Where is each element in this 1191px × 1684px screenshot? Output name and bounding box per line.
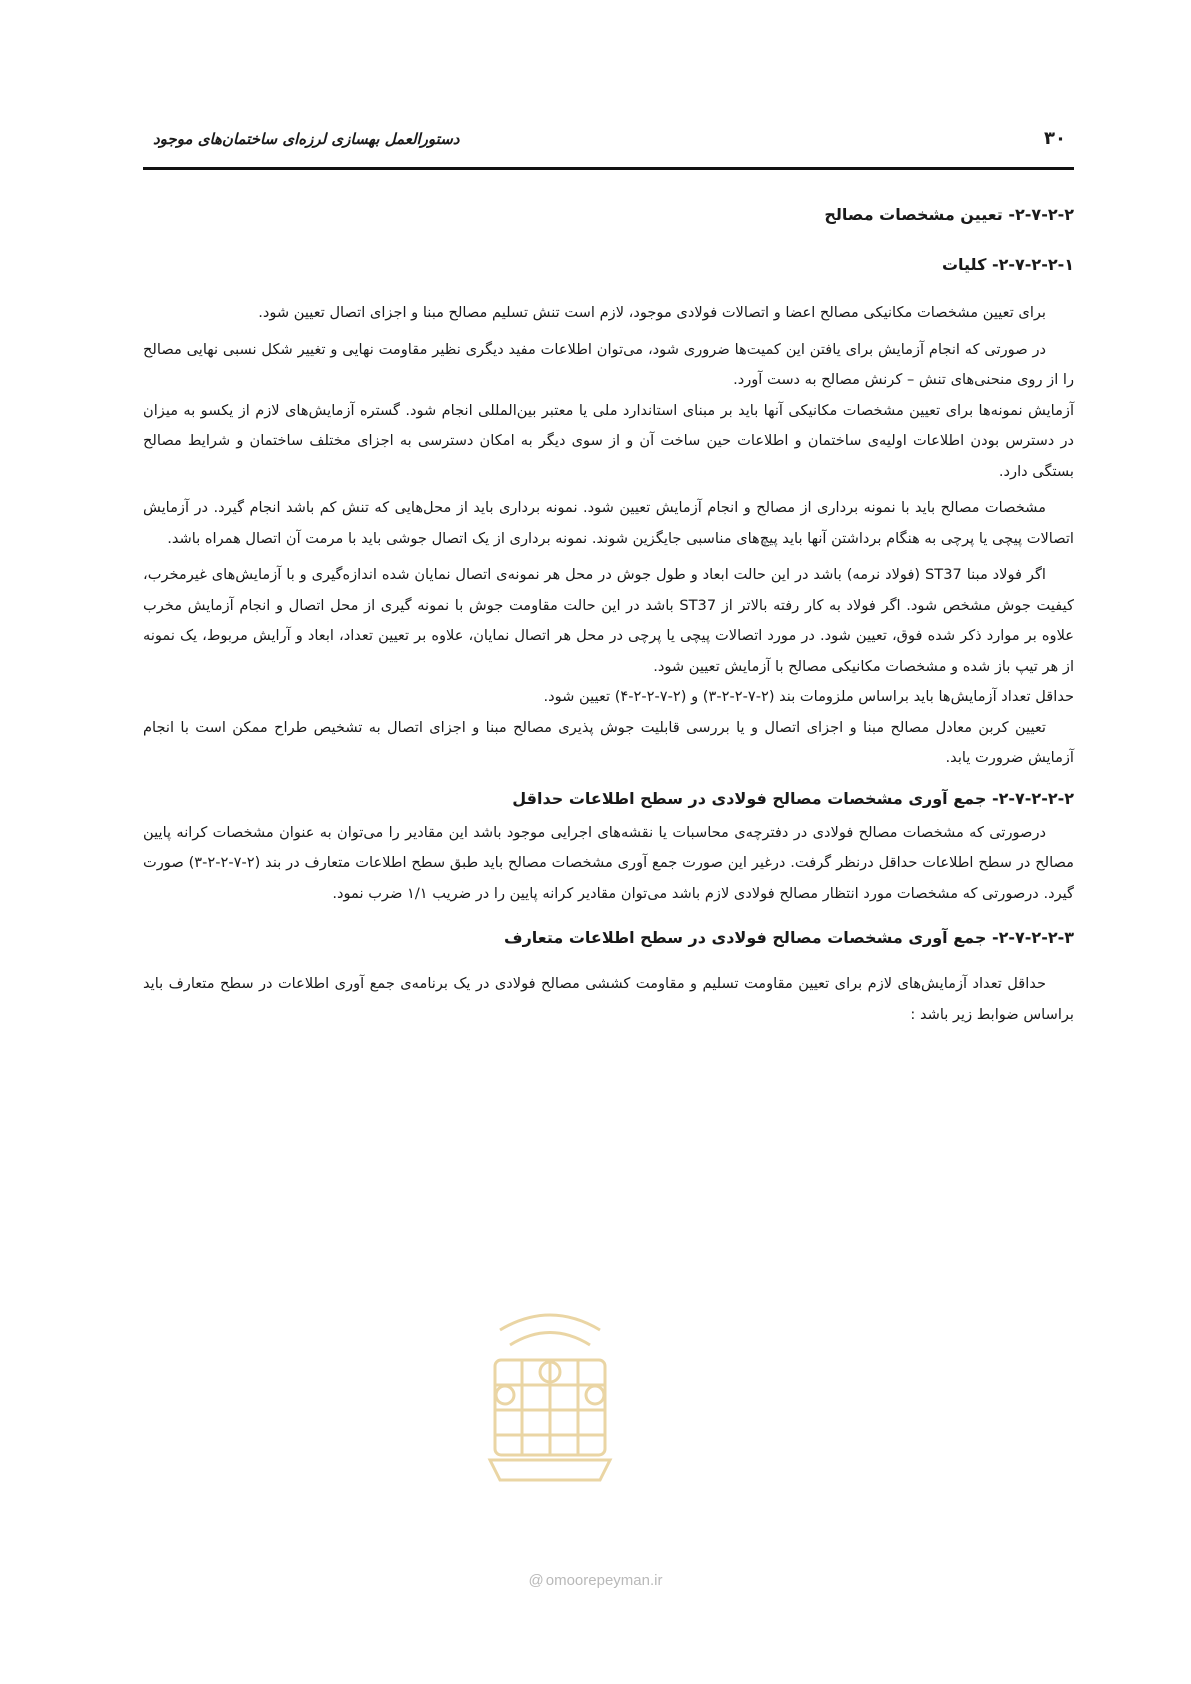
paragraph-6: حداقل تعداد آزمایش‌ها باید براساس ملزومات بند (۲-۷-۲-۲-۳) و (۲-۷-۲-۲-۴) تعیین شود. bbox=[543, 688, 1074, 705]
paragraph-1: برای تعیین مشخصات مکانیکی مصالح اعضا و اتصالات فولادی موجود، لازم است تنش تسلیم مصالح مبنا و اجزای اتصال تعیین شود. bbox=[258, 304, 1046, 321]
subsection-heading-usual: ۲-۷-۲-۲-۳- جمع آوری مشخصات مصالح فولادی در سطح اطلاعات متعارف bbox=[503, 928, 1074, 947]
paragraph-3: آزمایش نمونه‌ها برای تعیین مشخصات مکانیکی آنها باید بر مبنای استاندارد ملی یا معتبر بین‌المللی انجام شود. گستره آزمایش‌های لازم از یکسو به میزان در دسترس بودن اطلاعات اولیه‌ی ساختمان و اطلاعات حین ساخت آن و از سوی دیگر به امکان دسترسی به اجزای مختلف ساختمان و شرایط مصالح بستگی دارد. bbox=[143, 401, 1074, 480]
paragraph-2: در صورتی که انجام آزمایش برای یافتن این کمیت‌ها ضروری شود، می‌توان اطلاعات مفید دیگری نظیر مقاومت نهایی و تغییر شکل نسبی نهایی مصالح را از روی منحنی‌های تنش – کرنش مصالح به دست آورد. bbox=[143, 340, 1074, 388]
paragraph-7: تعیین کربن معادل مصالح مبنا و اجزای اتصال و یا بررسی قابلیت جوش پذیری مصالح مبنا و اجزای اتصال به تشخیص طراح ممکن است با انجام آزمایش ضرورت یابد. bbox=[143, 718, 1074, 766]
paragraph-4: مشخصات مصالح باید با نمونه برداری از مصالح و انجام آزمایش تعیین شود. نمونه برداری باید از محل‌هایی که تنش کم باشد انجام گیرد. در آزمایش اتصالات پیچی یا پرچی به هنگام برداشتن آنها باید پیچ‌های مناسبی جایگزین شوند. نمونه برداری از یک اتصال جوشی باید با مرمت آن اتصال همراه باشد. bbox=[143, 499, 1074, 547]
paragraph-9: حداقل تعداد آزمایش‌های لازم برای تعیین مقاومت تسلیم و مقاومت کششی مصالح فولادی در یک برنامه‌ی جمع آوری اطلاعات در سطح متعارف باید براساس ضوابط زیر باشد : bbox=[143, 975, 1074, 1023]
page-number: ۳۰ bbox=[1044, 128, 1066, 149]
watermark-seal-icon bbox=[470, 1300, 630, 1490]
main-content bbox=[143, 200, 1074, 1030]
at-icon: @ bbox=[528, 1572, 544, 1589]
footer-website bbox=[0, 1572, 1191, 1589]
page-header bbox=[143, 120, 1074, 160]
header-rule bbox=[143, 167, 1074, 170]
subsection-heading-minimum: ۲-۷-۲-۲-۲- جمع آوری مشخصات مصالح فولادی در سطح اطلاعات حداقل bbox=[512, 788, 1074, 808]
paragraph-5: اگر فولاد مبنا ST37 (فولاد نرمه) باشد در این حالت ابعاد و طول جوش در محل هر نمونه‌ی اتصال نمایان شده اندازه‌گیری و با آزمایش‌های غیرمخرب، کیفیت جوش مشخص شود. اگر فولاد به کار رفته بالاتر از ST37 باشد در این حالت مقاومت جوش با نمونه گیری از محل اتصال و انجام آزمایش مخرب علاوه بر موارد ذکر شده فوق، تعیین شود. در مورد اتصالات پیچی یا پرچی در محل هر اتصال نمایان، علاوه بر تعیین تعداد، ابعاد و آرایش مربوط، یک نمونه از هر تیپ باز شده و مشخصات مکانیکی مصالح با آزمایش تعیین شود. bbox=[143, 566, 1074, 675]
website-text: omoorepeyman.ir bbox=[545, 1572, 663, 1589]
running-title: دستورالعمل بهسازی لرزه‌ای ساختمان‌های موجود bbox=[153, 130, 460, 148]
subsection-heading-general: ۲-۷-۲-۲-۱- کلیات bbox=[941, 255, 1074, 274]
section-heading: ۲-۷-۲-۲- تعیین مشخصات مصالح bbox=[824, 205, 1074, 224]
paragraph-8: درصورتی که مشخصات مصالح فولادی در دفترچه‌ی محاسبات یا نقشه‌های اجرایی موجود باشد این مقادیر را می‌توان به عنوان مشخصات کرانه پایین مصالح در سطح اطلاعات حداقل درنظر گرفت. درغیر این صورت جمع آوری مشخصات مصالح باید طبق سطح اطلاعات متعارف در بند (۲-۷-۲-۲-۳) صورت گیرد. درصورتی که مشخصات مورد انتظار مصالح فولادی لازم باشد می‌توان مقادیر کرانه پایین را در ضریب ۱/۱ ضرب نمود. bbox=[143, 823, 1074, 902]
